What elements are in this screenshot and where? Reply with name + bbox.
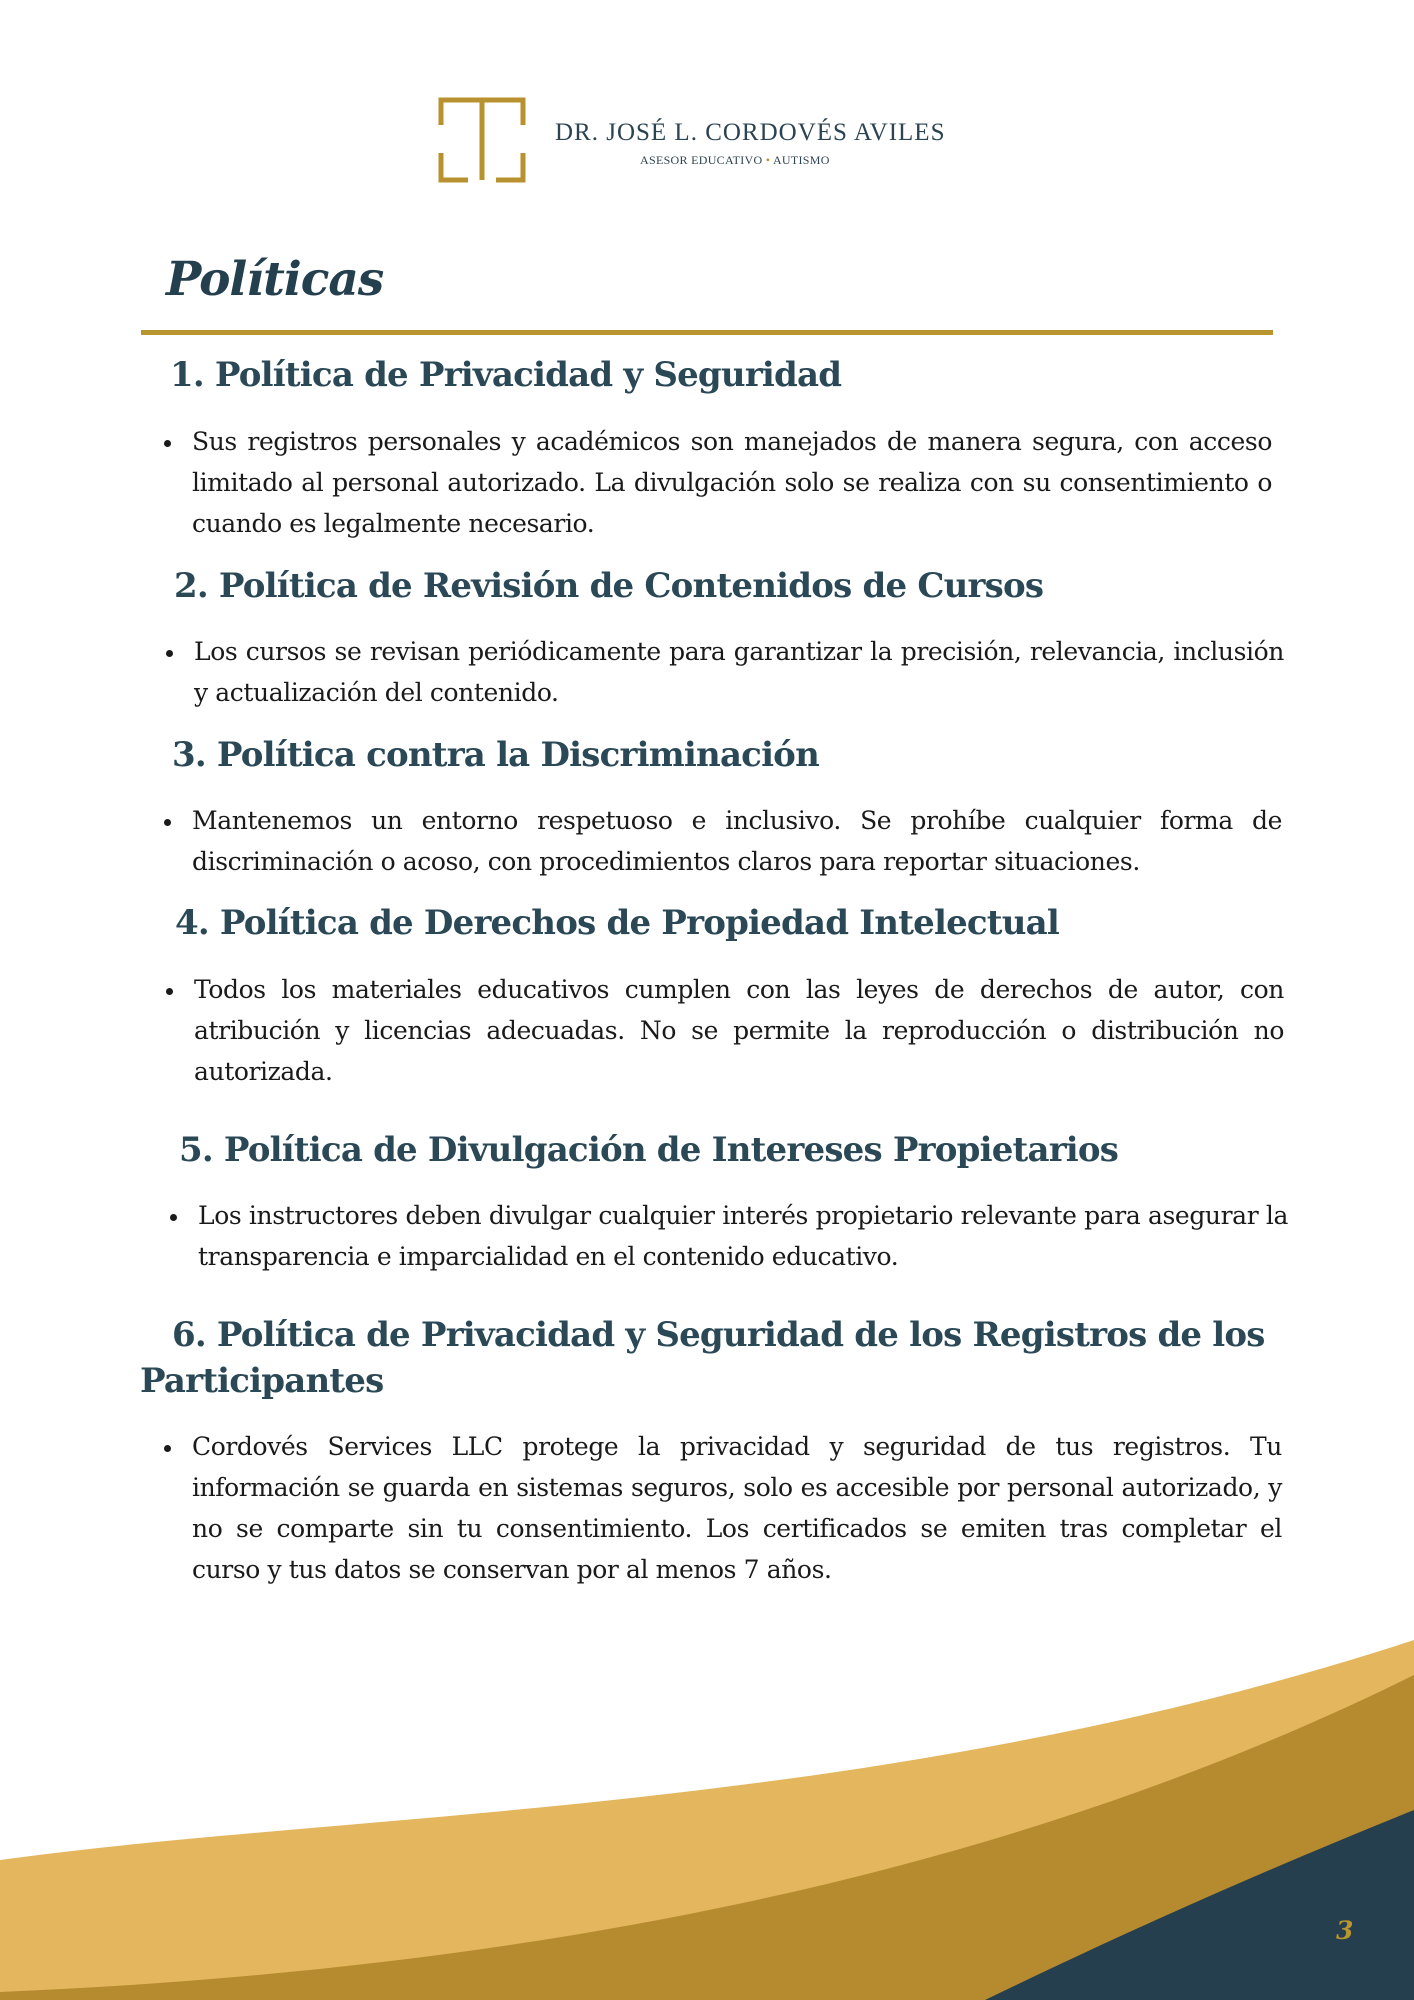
section-heading-5: 5. Política de Divulgación de Intereses Propietarios (179, 1130, 1119, 1170)
logo-tagline: ASESOR EDUCATIVO • AUTISMO (640, 153, 830, 167)
page-number: 3 (1336, 1916, 1354, 1945)
bullet-icon (164, 440, 171, 447)
bullet-icon (166, 650, 173, 657)
section-heading-6: 6. Política de Privacidad y Seguridad de los Registros de los (172, 1315, 1265, 1355)
section-heading-2: 2. Política de Revisión de Contenidos de Cursos (174, 566, 1044, 606)
section-body-5: Los instructores deben divulgar cualquier interés propietario relevante para asegurar la transparencia e imparcialidad en el contenido educativo. (198, 1201, 1288, 1271)
section-heading-3: 3. Política contra la Discriminación (172, 735, 819, 775)
section-body-4: Todos los materiales educativos cumplen con las leyes de derechos de autor, con atribución y licencias adecuadas. No se permite la reproducción o distribución no autorizada. (194, 975, 1284, 1086)
section-body-6: Cordovés Services LLC protege la privacidad y seguridad de tus registros. Tu información se guarda en sistemas seguros, solo es accesible por personal autorizado, y no se comparte sin tu consentimiento. Los certificados se emiten tras completar el curso y tus datos se conservan por al menos 7 años. (192, 1432, 1282, 1584)
footer-wave-decoration (0, 1560, 1414, 2000)
logo-monogram-icon (438, 97, 526, 183)
bullet-icon (164, 1445, 171, 1452)
section-heading-6-continued: Participantes (140, 1361, 384, 1401)
header-logo (438, 97, 958, 183)
logo-name: DR. JOSÉ L. CORDOVÉS AVILES (555, 119, 946, 146)
bullet-icon (170, 1214, 177, 1221)
section-body-3: Mantenemos un entorno respetuoso e inclusivo. Se prohíbe cualquier forma de discriminación o acoso, con procedimientos claros para reportar situaciones. (192, 806, 1282, 876)
section-body-2: Los cursos se revisan periódicamente para garantizar la precisión, relevancia, inclusión y actualización del contenido. (194, 637, 1284, 707)
bullet-icon (164, 819, 171, 826)
title-divider (141, 330, 1273, 335)
bullet-icon (166, 988, 173, 995)
section-body-1: Sus registros personales y académicos son manejados de manera segura, con acceso limitado al personal autorizado. La divulgación solo se realiza con su consentimiento o cuando es legalmente necesario. (192, 427, 1272, 538)
page-title: Políticas (166, 252, 384, 307)
section-heading-1: 1. Política de Privacidad y Seguridad (170, 355, 842, 395)
section-heading-4: 4. Política de Derechos de Propiedad Intelectual (175, 903, 1059, 943)
